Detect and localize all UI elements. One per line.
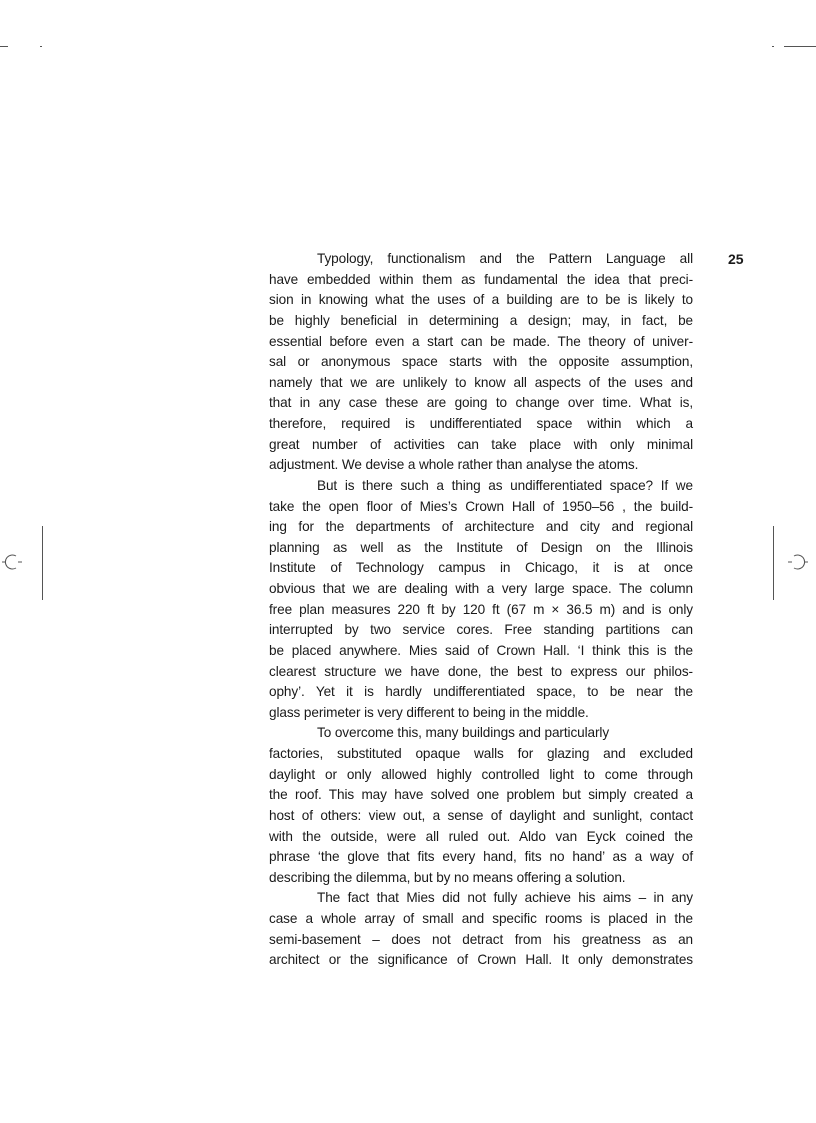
text-line: have embedded within them as fundamental the idea that preci-	[269, 271, 693, 287]
text-line: To overcome this, many buildings and particularly	[317, 725, 610, 741]
registration-target-left-icon	[2, 552, 22, 572]
text-line: the roof. This may have solved one problem but simply created a	[269, 787, 693, 803]
text-line: host of others: view out, a sense of daylight and sunlight, contact	[269, 807, 693, 823]
text-line: therefore, required is undifferentiated space within which a	[269, 416, 693, 431]
crop-mark-top-right-dot	[772, 46, 774, 47]
crop-mark-top-right	[784, 46, 816, 47]
text-line: planning as well as the Institute of Design on the Illinois	[269, 539, 693, 555]
crop-mark-top-left-dot	[40, 46, 42, 47]
text-line: sion in knowing what the uses of a building are to be is likely to	[269, 292, 693, 308]
page-number: 25	[728, 251, 744, 267]
text-line: glass perimeter is very different to being in the middle.	[269, 704, 589, 720]
text-line: interrupted by two service cores. Free standing partitions can	[269, 622, 693, 638]
text-line: daylight or only allowed highly controlled light to come through	[269, 766, 693, 782]
text-line: The fact that Mies did not fully achieve his aims – in any	[317, 890, 693, 906]
text-line: essential before even a start can be made. The theory of univer-	[269, 333, 693, 349]
text-line: Institute of Technology campus in Chicago, it is at once	[269, 560, 693, 576]
text-line: sal or anonymous space starts with the opposite assumption,	[269, 354, 693, 370]
text-line: be placed anywhere. Mies said of Crown Hall. ‘I think this is the	[269, 642, 693, 658]
text-line: architect or the significance of Crown Hall. It only demonstrates	[269, 952, 693, 968]
crop-mark-top-left	[0, 46, 8, 47]
text-line: describing the dilemma, but by no means offering a solution.	[269, 869, 626, 885]
text-line: Typology, functionalism and the Pattern Language all	[317, 251, 693, 266]
text-line: clearest structure we have done, the best to express our philos-	[269, 663, 693, 679]
text-line: free plan measures 220 ft by 120 ft (67 m × 36.5 m) and is only	[269, 601, 693, 617]
text-line: factories, substituted opaque walls for glazing and excluded	[269, 746, 693, 761]
text-line: that in any case these are going to change over time. What is,	[269, 395, 693, 411]
text-line: great number of activities can take place with only minimal	[269, 436, 693, 452]
text-line: semi-basement – does not detract from his greatness as an	[269, 931, 693, 947]
text-line: with the outside, were all ruled out. Aldo van Eyck coined the	[269, 828, 693, 844]
text-line: namely that we are unlikely to know all aspects of the uses and	[269, 374, 693, 390]
text-line: adjustment. We devise a whole rather than analyse the atoms.	[269, 457, 639, 473]
body-text	[269, 249, 693, 971]
text-line: be highly beneficial in determining a design; may, in fact, be	[269, 312, 693, 328]
text-line: ophy’. Yet it is hardly undifferentiated space, to be near the	[269, 684, 693, 700]
text-line: ing for the departments of architecture and city and regional	[269, 519, 693, 535]
registration-line-right	[773, 526, 774, 600]
registration-line-left	[42, 526, 43, 600]
text-line: case a whole array of small and specific rooms is placed in the	[269, 911, 693, 926]
registration-target-right-icon	[788, 552, 808, 572]
text-line: phrase ‘the glove that fits every hand, fits no hand’ as a way of	[269, 849, 693, 865]
text-line: take the open floor of Mies’s Crown Hall of 1950–56 , the build-	[269, 498, 693, 514]
text-line: But is there such a thing as undifferentiated space? If we	[317, 477, 693, 493]
text-line: obvious that we are dealing with a very large space. The column	[269, 581, 693, 596]
